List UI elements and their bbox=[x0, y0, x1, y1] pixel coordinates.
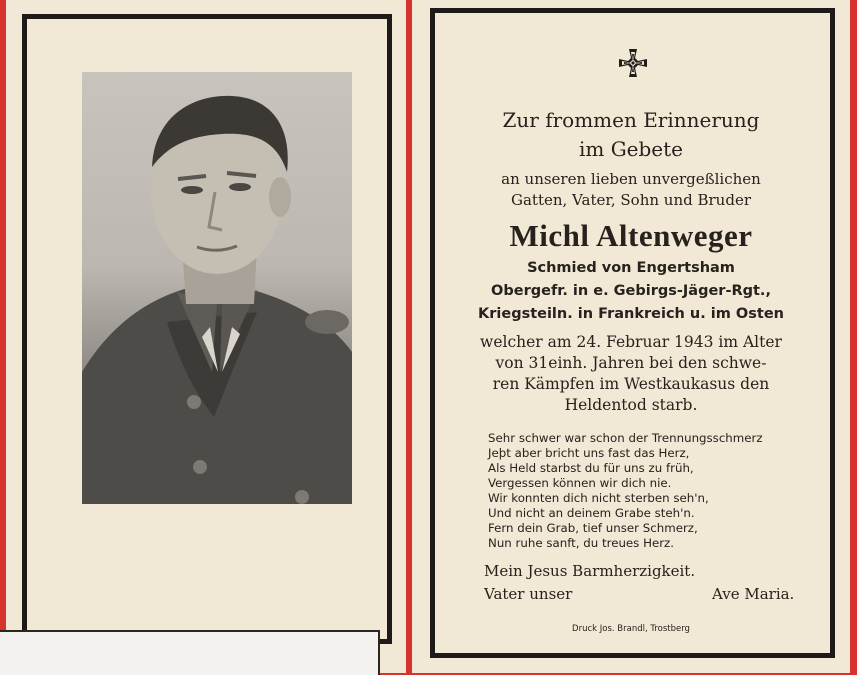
iron-cross-icon bbox=[618, 48, 648, 78]
poem-line: Vergessen können wir dich nie. bbox=[488, 476, 672, 490]
portrait-illustration bbox=[82, 72, 352, 504]
intro-line-2: Gatten, Vater, Sohn und Bruder bbox=[510, 191, 751, 209]
poem-line: Jeþt aber bricht uns fast das Herz, bbox=[488, 446, 690, 460]
poem-line: Und nicht an deinem Grabe steh'n. bbox=[488, 506, 695, 520]
death-notice-line-4: Heldentod starb. bbox=[564, 396, 698, 414]
poem-line: Als Held starbst du für uns zu früh, bbox=[488, 461, 694, 475]
closing-prayer: Mein Jesus Barmherzigkeit. bbox=[484, 562, 696, 580]
poem-line: Fern dein Grab, tief unser Schmerz, bbox=[488, 521, 698, 535]
closing-vater-unser: Vater unser bbox=[484, 585, 573, 603]
left-card bbox=[6, 0, 406, 673]
poem-line: Wir konnten dich nicht sterben seh'n, bbox=[488, 491, 709, 505]
poem-line: Sehr schwer war schon der Trennungsschmerz bbox=[488, 431, 763, 445]
occupation-line-1: Schmied von Engertsham bbox=[527, 260, 735, 276]
heading-line-2: im Gebete bbox=[578, 137, 684, 161]
poem bbox=[488, 431, 763, 551]
occupation-line-2: Obergefr. in e. Gebirgs-Jäger-Rgt., bbox=[491, 283, 771, 299]
heading-line-1: Zur frommen Erinnerung bbox=[502, 108, 760, 132]
closing-ave-maria: Ave Maria. bbox=[712, 585, 795, 603]
printer-credit: Druck Jos. Brandl, Trostberg bbox=[572, 624, 690, 634]
overlapping-paper-edge bbox=[0, 630, 380, 675]
deceased-name: Michl Altenweger bbox=[509, 218, 753, 253]
death-notice-line-1: welcher am 24. Februar 1943 im Alter bbox=[480, 333, 782, 351]
right-card bbox=[412, 0, 850, 673]
occupation-line-3: Kriegsteiln. in Frankreich u. im Osten bbox=[478, 306, 784, 322]
death-notice-line-2: von 31einh. Jahren bei den schwe- bbox=[495, 354, 767, 372]
death-notice-line-3: ren Kämpfen im Westkaukasus den bbox=[492, 375, 770, 393]
intro-line-1: an unseren lieben unvergeßlichen bbox=[501, 170, 761, 188]
portrait-photo bbox=[82, 72, 352, 504]
poem-line: Nun ruhe sanft, du treues Herz. bbox=[488, 536, 675, 550]
